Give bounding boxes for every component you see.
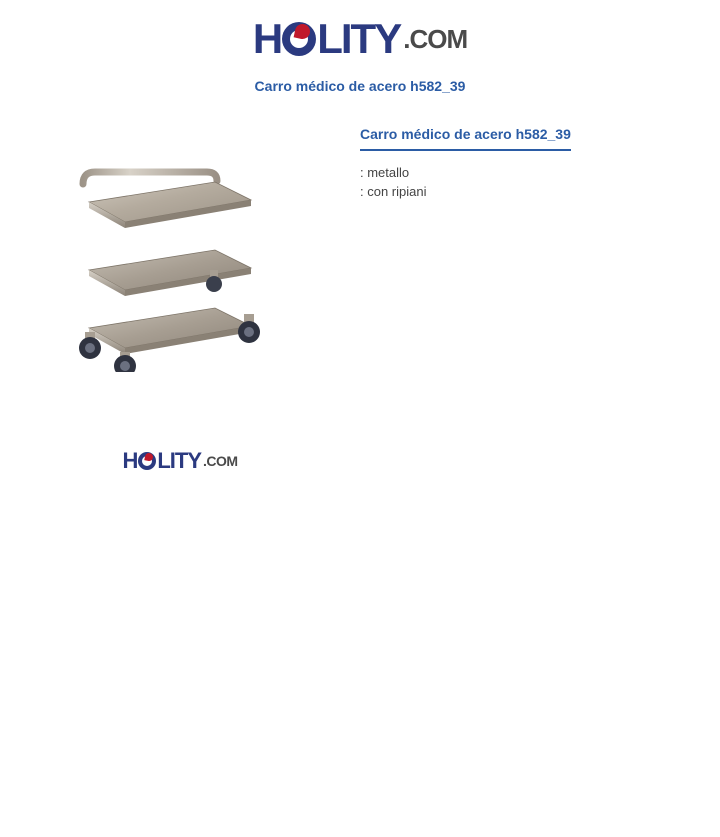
site-logo[interactable] (252, 15, 468, 62)
medical-cart-illustration (65, 142, 295, 372)
product-title: Carro médico de acero h582_39 (360, 126, 571, 151)
watermark-suffix: .COM (203, 453, 238, 469)
watermark-circle-icon (138, 452, 156, 470)
site-header (0, 0, 720, 60)
page-title: Carro médico de acero h582_39 (254, 78, 466, 94)
image-watermark (0, 448, 360, 474)
logo-circle-icon (282, 22, 316, 56)
watermark-text-before: H (122, 448, 138, 473)
spec-item-shelves: : con ripiani (360, 184, 427, 199)
spec-item-material: : metallo (360, 165, 410, 180)
watermark-text-after: LITY (157, 448, 201, 473)
content-area (0, 114, 720, 474)
product-image (0, 142, 360, 442)
logo-text-after: LITY (317, 15, 401, 62)
product-image-column (0, 114, 360, 474)
logo-suffix: .COM (403, 24, 468, 54)
product-details-column (360, 114, 705, 474)
logo-text-before: H (252, 15, 282, 62)
product-specs (360, 163, 705, 201)
